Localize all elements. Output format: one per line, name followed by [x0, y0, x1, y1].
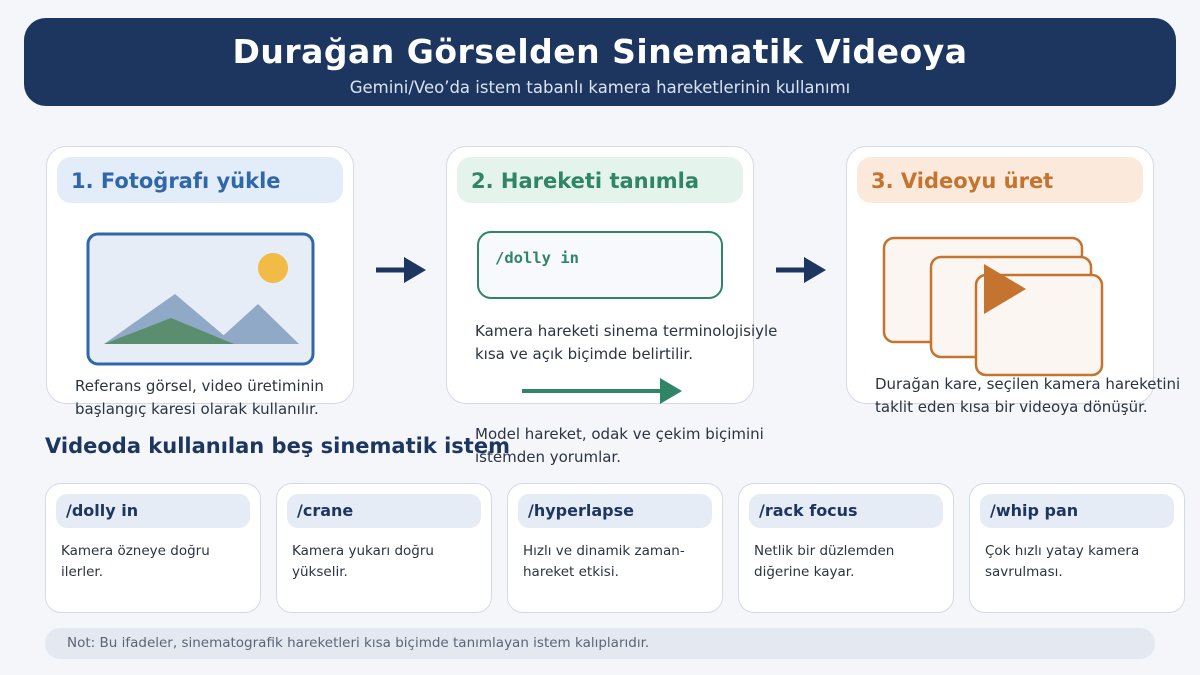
prompt-desc-rack-focus-line2: diğerine kayar. [754, 564, 855, 580]
step-title-generate: 3. Videoyu üret [857, 157, 1143, 203]
prompt-desc-whip-pan-line1: Çok hızlı yatay kamera [985, 543, 1140, 559]
prompt-command-crane: /crane [287, 494, 481, 528]
step-desc-describe-line2: kısa ve açık biçimde belirtilir. [475, 345, 693, 363]
prompt-desc-dolly-in-line1: Kamera özneye doğru [61, 543, 210, 559]
motion-arrow-icon [520, 376, 684, 406]
prompt-desc-hyperlapse-line2: hareket etkisi. [523, 564, 619, 580]
footer-note: Not: Bu ifadeler, sinematografik hareketleri kısa biçimde tanımlayan istem kalıplarıdır. [45, 628, 1155, 659]
step-desc-describe-line1: Kamera hareketi sinema terminolojisiyle [475, 322, 778, 340]
image-icon [86, 232, 316, 368]
prompt-desc-crane-line2: yükselir. [292, 564, 348, 580]
page-subtitle: Gemini/Veo’da istem tabanlı kamera hareketlerinin kullanımı [349, 78, 851, 97]
step-desc-generate-line1: Durağan kare, seçilen kamera hareketini [875, 375, 1181, 393]
step-title-upload: 1. Fotoğrafı yükle [57, 157, 343, 203]
page-title: Durağan Görselden Sinematik Videoya [232, 32, 968, 71]
prompt-desc-crane-line1: Kamera yukarı doğru [292, 543, 434, 559]
step-desc-generate-line2: taklit eden kısa bir videoya dönüşür. [875, 398, 1148, 416]
step-title-describe: 2. Hareketi tanımla [457, 157, 743, 203]
video-frames-icon [880, 234, 1108, 380]
step-desc-upload-line2: başlangıç karesi olarak kullanılır. [75, 400, 319, 418]
prompt-desc-dolly-in-line2: ilerler. [61, 564, 104, 580]
arrow-right-icon-2 [774, 255, 828, 285]
step-desc-describe-2-line2: istemden yorumlar. [475, 448, 621, 466]
header-banner [24, 18, 1176, 106]
prompt-command-whip-pan: /whip pan [980, 494, 1174, 528]
prompt-box-command: /dolly in [495, 249, 579, 267]
prompt-desc-whip-pan-line2: savrulması. [985, 564, 1063, 580]
prompt-desc-hyperlapse-line1: Hızlı ve dinamik zaman- [523, 543, 685, 559]
arrow-right-icon [374, 255, 428, 285]
step-desc-upload-line1: Referans görsel, video üretiminin [75, 377, 324, 395]
prompt-command-dolly-in: /dolly in [56, 494, 250, 528]
prompt-desc-rack-focus-line1: Netlik bir düzlemden [754, 543, 895, 559]
prompt-command-rack-focus: /rack focus [749, 494, 943, 528]
prompt-command-hyperlapse: /hyperlapse [518, 494, 712, 528]
prompt-box-icon [477, 231, 723, 299]
prompts-section-title: Videoda kullanılan beş sinematik istem [45, 434, 510, 458]
step-desc-describe-2-line1: Model hareket, odak ve çekim biçimini [475, 425, 764, 443]
